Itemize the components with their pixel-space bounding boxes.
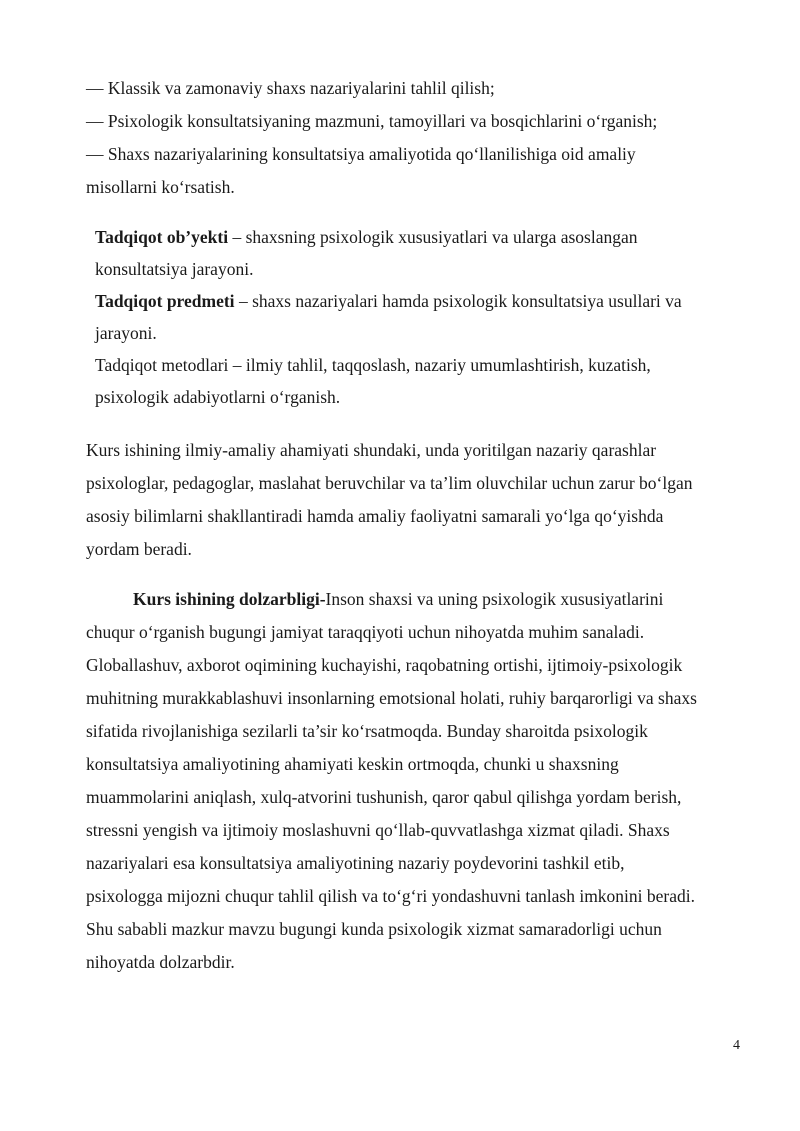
research-object-continuation: konsultatsiya jarayoni. xyxy=(95,259,254,279)
research-subject-continuation: jarayoni. xyxy=(95,323,157,343)
relevance-line: nihoyatda dolzarbdir. xyxy=(86,952,235,972)
relevance-line: muhitning murakkablashuvi insonlarning emotsional holati, ruhiy barqarorligi va shaxs xyxy=(86,688,697,708)
task-item-3-continuation: misollarni ko‘rsatish. xyxy=(86,177,235,197)
relevance-line: Shu sababli mazkur mavzu bugungi kunda psixologik xizmat samaradorligi uchun xyxy=(86,919,662,939)
relevance-line: nazariyalari esa konsultatsiya amaliyotining nazariy poydevorini tashkil etib, xyxy=(86,853,625,873)
research-methods-continuation: psixologik adabiyotlarni o‘rganish. xyxy=(95,387,341,407)
relevance-line: psixologga mijozni chuqur tahlil qilish va to‘g‘ri yondashuvni tanlash imkonini beradi. xyxy=(86,886,696,906)
relevance-line: stressni yengish va ijtimoiy moslashuvni qo‘llab-quvvatlashga xizmat qiladi. Shaxs xyxy=(86,820,670,840)
relevance-line: chuqur o‘rganish bugungi jamiyat taraqqiyoti uchun nihoyatda muhim sanaladi. xyxy=(86,622,645,642)
significance-line-3: asosiy bilimlarni shakllantiradi hamda amaliy faoliyatni samarali yo‘lga qo‘yishda xyxy=(86,506,664,526)
relevance-line: muammolarini aniqlash, xulq-atvorini tushunish, qaror qabul qilishga yordam berish, xyxy=(86,787,682,807)
research-object-text: – shaxsning psixologik xususiyatlari va ularga asoslangan xyxy=(228,227,638,247)
research-object-label: Tadqiqot ob’yekti xyxy=(95,227,229,247)
significance-line-2: psixologlar, pedagoglar, maslahat beruvchilar va ta’lim oluvchilar uchun zarur bo‘lgan xyxy=(86,473,693,493)
research-subject-text: – shaxs nazariyalari hamda psixologik konsultatsiya usullari va xyxy=(234,291,682,311)
significance-line-4: yordam beradi. xyxy=(86,539,192,559)
significance-line-1: Kurs ishining ilmiy-amaliy ahamiyati shundaki, unda yoritilgan nazariy qarashlar xyxy=(86,440,657,460)
relevance-line: Globallashuv, axborot oqimining kuchayishi, raqobatning ortishi, ijtimoiy-psixologik xyxy=(86,655,683,675)
task-item-2: — Psixologik konsultatsiyaning mazmuni, tamoyillari va bosqichlarini o‘rganish; xyxy=(86,111,658,131)
research-object xyxy=(95,226,638,248)
page-number: 4 xyxy=(733,1038,740,1053)
research-subject-label: Tadqiqot predmeti xyxy=(95,291,235,311)
task-item-3: — Shaxs nazariyalarining konsultatsiya amaliyotida qo‘llanilishiga oid amaliy xyxy=(86,144,636,164)
relevance-first-text: Inson shaxsi va uning psixologik xususiyatlarini xyxy=(325,589,664,609)
relevance-heading: Kurs ishining dolzarbligi- xyxy=(133,589,326,609)
research-methods: Tadqiqot metodlari – ilmiy tahlil, taqqoslash, nazariy umumlashtirish, kuzatish, xyxy=(95,355,651,375)
relevance-line: sifatida rivojlanishiga sezilarli ta’sir ko‘rsatmoqda. Bunday sharoitda psixologik xyxy=(86,721,648,741)
relevance-line: konsultatsiya amaliyotining ahamiyati keskin ortmoqda, chunki u shaxsning xyxy=(86,754,619,774)
research-subject xyxy=(95,290,682,312)
relevance-first-line xyxy=(133,588,663,610)
task-item-1: — Klassik va zamonaviy shaxs nazariyalarini tahlil qilish; xyxy=(86,78,495,98)
